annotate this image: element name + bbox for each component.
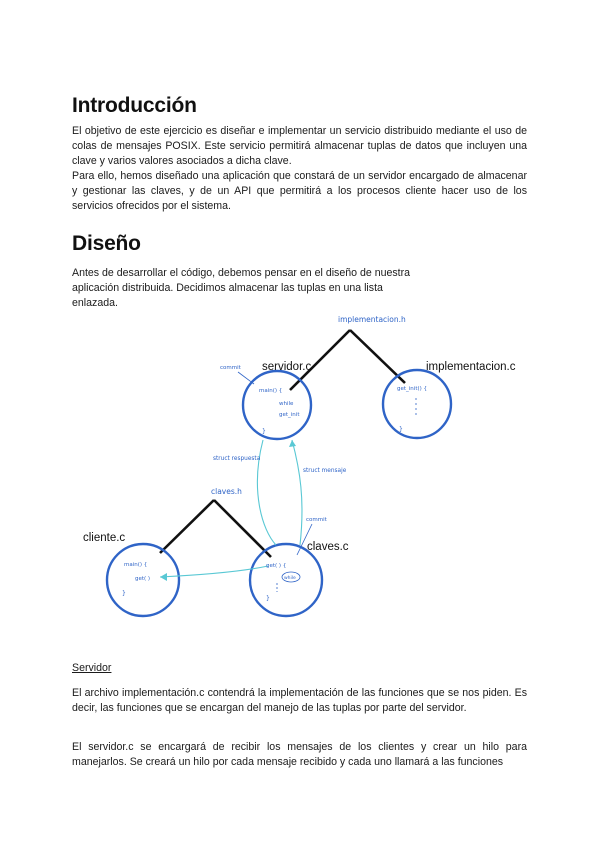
servidor-paragraph-2: El servidor.c se encargará de recibir los mensajes de los clientes y crear un hilo para manejarlos. Se creará un hilo por cada mensaje recibido y cada uno llamará a las funciones <box>72 741 527 769</box>
impl-code-line-1: get_init() { <box>397 386 428 392</box>
claves-code-line-1: get( ) { <box>266 563 287 569</box>
servidor-code-line-3: get_init <box>279 412 300 418</box>
servidor-node <box>243 371 311 439</box>
arrow-call-get-head <box>160 573 167 581</box>
tree-line-impl-right <box>350 330 405 383</box>
arrow-mensaje <box>292 440 302 545</box>
label-implementacion: implementacion.c <box>426 361 516 373</box>
cliente-code-line-2: get( ) <box>135 576 151 582</box>
intro-paragraph-2: Para ello, hemos diseñado una aplicación que constará de un servidor encargado de almacenar y gestionar las claves, y de un API que permitirá a los procesos cliente hacer uso de los servicios ofrecidos por el sistema. <box>72 170 527 213</box>
label-claves-h: claves.h <box>211 487 242 496</box>
impl-code-line-2: } <box>399 426 403 433</box>
tree-line-impl-left <box>290 330 350 390</box>
commit-label-claves: commit <box>306 517 327 523</box>
commit-pointer-servidor <box>238 372 254 384</box>
design-title: Diseño <box>72 232 141 255</box>
servidor-code-line-1: main() { <box>259 388 283 394</box>
implementacion-node <box>383 370 451 438</box>
claves-code-line-2: while <box>284 576 296 581</box>
cliente-code-line-3: } <box>122 590 126 597</box>
arrow-mensaje-head <box>289 440 296 447</box>
label-servidor: servidor.c <box>262 361 312 373</box>
label-cliente: cliente.c <box>83 532 126 544</box>
intro-paragraph-1: El objetivo de este ejercicio es diseñar e implementar un servicio distribuido mediante el uso de colas de mensajes POSIX. Este servicio permitirá almacenar tuplas de datos que incluyen una clave y varios valores asociados a dicha clave. <box>72 125 527 168</box>
servidor-paragraph-1: El archivo implementación.c contendrá la implementación de las funciones que se nos piden. Es decir, las funciones que se encargan del manejo de las tuplas por parte del servidor. <box>72 687 527 715</box>
claves-code-line-3: } <box>266 595 270 602</box>
tree-line-claves-right <box>214 500 271 557</box>
cliente-code-line-1: main() { <box>124 562 148 568</box>
label-implementacion-h: implementacion.h <box>338 315 406 324</box>
label-claves: claves.c <box>307 541 349 553</box>
tree-line-claves-left <box>160 500 214 553</box>
arrow-label-mensaje: struct mensaje <box>303 468 347 474</box>
arrow-label-respuesta: struct respuesta <box>213 456 261 462</box>
servidor-code-line-4: } <box>262 428 266 435</box>
servidor-code-line-2: while <box>279 401 294 407</box>
intro-title: Introducción <box>72 94 197 117</box>
commit-label-servidor: commit <box>220 365 241 371</box>
servidor-heading: Servidor <box>72 662 112 674</box>
architecture-diagram <box>0 300 600 640</box>
design-paragraph-1: Antes de desarrollar el código, debemos pensar en el diseño de nuestra aplicación distribuida. Decidimos almacenar las tuplas en una lista enlazada. <box>72 267 411 310</box>
